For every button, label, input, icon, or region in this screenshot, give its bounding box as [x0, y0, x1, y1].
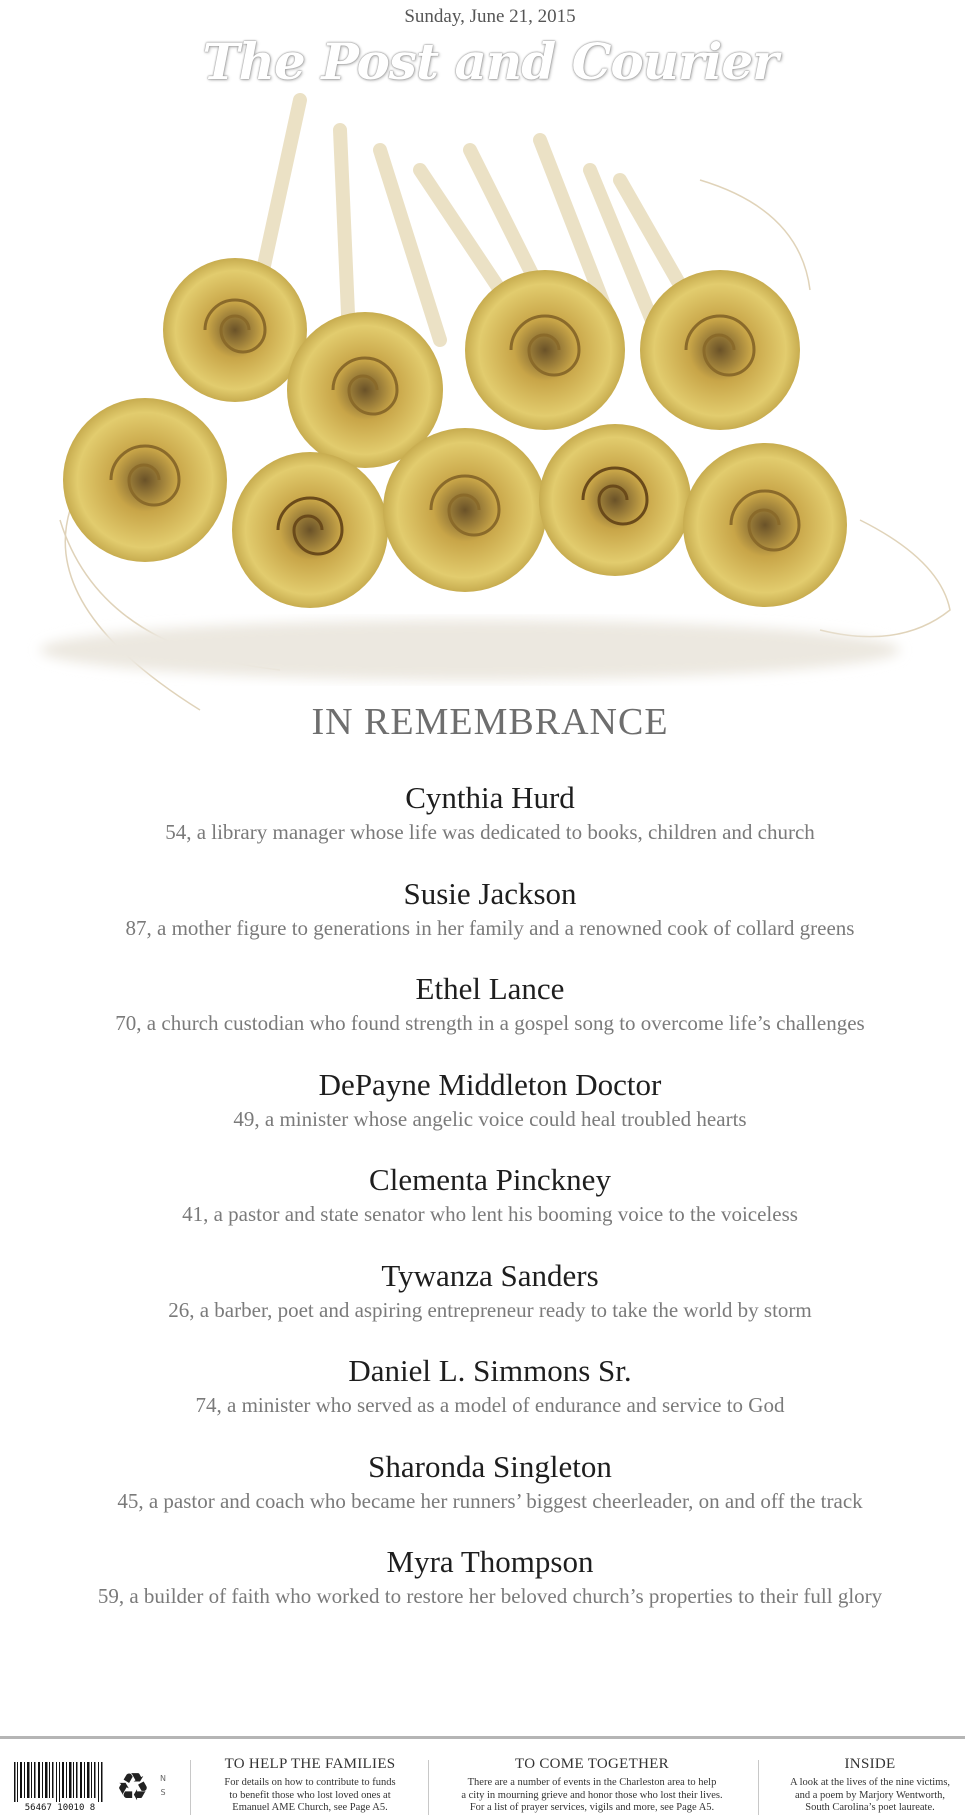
list-item: [0, 780, 980, 876]
victim-name: Ethel Lance: [415, 971, 565, 1006]
text-line: A look at the lives of the nine victims,: [789, 1777, 951, 1788]
section-heading: IN REMEMBRANCE: [311, 701, 669, 743]
footer-column-inside: [765, 1756, 975, 1815]
rose-icon: [63, 398, 227, 562]
text-line: Emanuel AME Church, see Page A5.: [232, 1802, 388, 1813]
victim-description: 45, a pastor and coach who became her runners’ biggest cheerleader, on and off the track: [117, 1488, 863, 1513]
victim-name: Myra Thompson: [386, 1544, 594, 1579]
text-line: to benefit those who lost loved ones at: [229, 1789, 391, 1801]
victim-name: Sharonda Singleton: [368, 1448, 612, 1484]
victim-description: 54, a library manager whose life was dedicated to books, children and church: [165, 820, 815, 844]
rose-cluster: [63, 258, 847, 608]
footer-column-text: [195, 1777, 425, 1815]
edition-letter: N: [160, 1774, 166, 1783]
recycle-icon: ♻: [115, 1765, 151, 1809]
footer-divider: [0, 1736, 965, 1739]
victim-list: [0, 780, 980, 1640]
column-divider: [190, 1760, 191, 1815]
victim-description: 74, a minister who served as a model of endurance and service to God: [195, 1393, 785, 1417]
text-line: For details on how to contribute to funds: [224, 1777, 396, 1788]
issue-date: Sunday, June 21, 2015: [404, 6, 576, 27]
barcode-icon: [12, 1762, 112, 1812]
rose-icon: [383, 428, 547, 592]
rose-icon: [683, 443, 847, 607]
rose-icon: [640, 270, 800, 430]
edition-letter: S: [160, 1788, 166, 1797]
victim-description: 49, a minister whose angelic voice could heal troubled hearts: [233, 1106, 747, 1131]
barcode-bars: [14, 1762, 103, 1802]
footer-column-together: [432, 1756, 752, 1815]
rose-icon: [232, 452, 388, 608]
footer-column-heading: INSIDE: [844, 1756, 896, 1772]
victim-description: 41, a pastor and state senator who lent his booming voice to the voiceless: [182, 1202, 798, 1226]
victim-name: DePayne Middleton Doctor: [318, 1066, 662, 1102]
list-item: [0, 1544, 980, 1640]
rose-icon: [539, 424, 691, 576]
victim-name: Tywanza Sanders: [381, 1257, 599, 1293]
victim-name: Daniel L. Simmons Sr.: [348, 1353, 632, 1388]
victim-name: Susie Jackson: [403, 875, 577, 911]
list-item: [0, 1258, 980, 1354]
palm-frond-roses-icon: [0, 90, 980, 740]
list-item: [0, 876, 980, 972]
rose-icon: [163, 258, 307, 402]
footer-column-heading: TO HELP THE FAMILIES: [224, 1756, 396, 1772]
text-line: There are a number of events in the Charleston area to help: [467, 1777, 717, 1788]
victim-description: 26, a barber, poet and aspiring entrepreneur ready to take the world by storm: [168, 1297, 812, 1322]
text-line: For a list of prayer services, vigils and more, see Page A5.: [469, 1802, 715, 1813]
victim-name: Cynthia Hurd: [405, 780, 575, 815]
text-line: South Carolina’s poet laureate.: [805, 1802, 935, 1813]
list-item: [0, 1067, 980, 1163]
text-line: and a poem by Marjory Wentworth,: [794, 1789, 945, 1801]
list-item: [0, 971, 980, 1067]
footer-column-families: [195, 1756, 425, 1815]
victim-description: 87, a mother figure to generations in her family and a renowned cook of collard greens: [125, 915, 855, 940]
barcode-number: 56467 10010 8: [24, 1803, 96, 1812]
masthead-logo: The Post and Courier: [202, 32, 778, 91]
footer-column-text: [765, 1777, 975, 1815]
column-divider: [428, 1760, 429, 1815]
rose-icon: [465, 270, 625, 430]
column-divider: [758, 1760, 759, 1815]
list-item: [0, 1449, 980, 1545]
edition-code: [158, 1772, 168, 1800]
list-item: [0, 1353, 980, 1449]
footer-column-heading: TO COME TOGETHER: [515, 1756, 669, 1772]
victim-description: 59, a builder of faith who worked to restore her beloved church’s properties to their full glory: [97, 1584, 883, 1608]
list-item: [0, 1162, 980, 1258]
victim-description: 70, a church custodian who found strength in a gospel song to overcome life’s challenges: [115, 1011, 865, 1035]
victim-name: Clementa Pinckney: [369, 1162, 611, 1197]
text-line: a city in mourning grieve and honor those who lost their lives.: [461, 1789, 723, 1801]
footer-column-text: [432, 1777, 752, 1815]
